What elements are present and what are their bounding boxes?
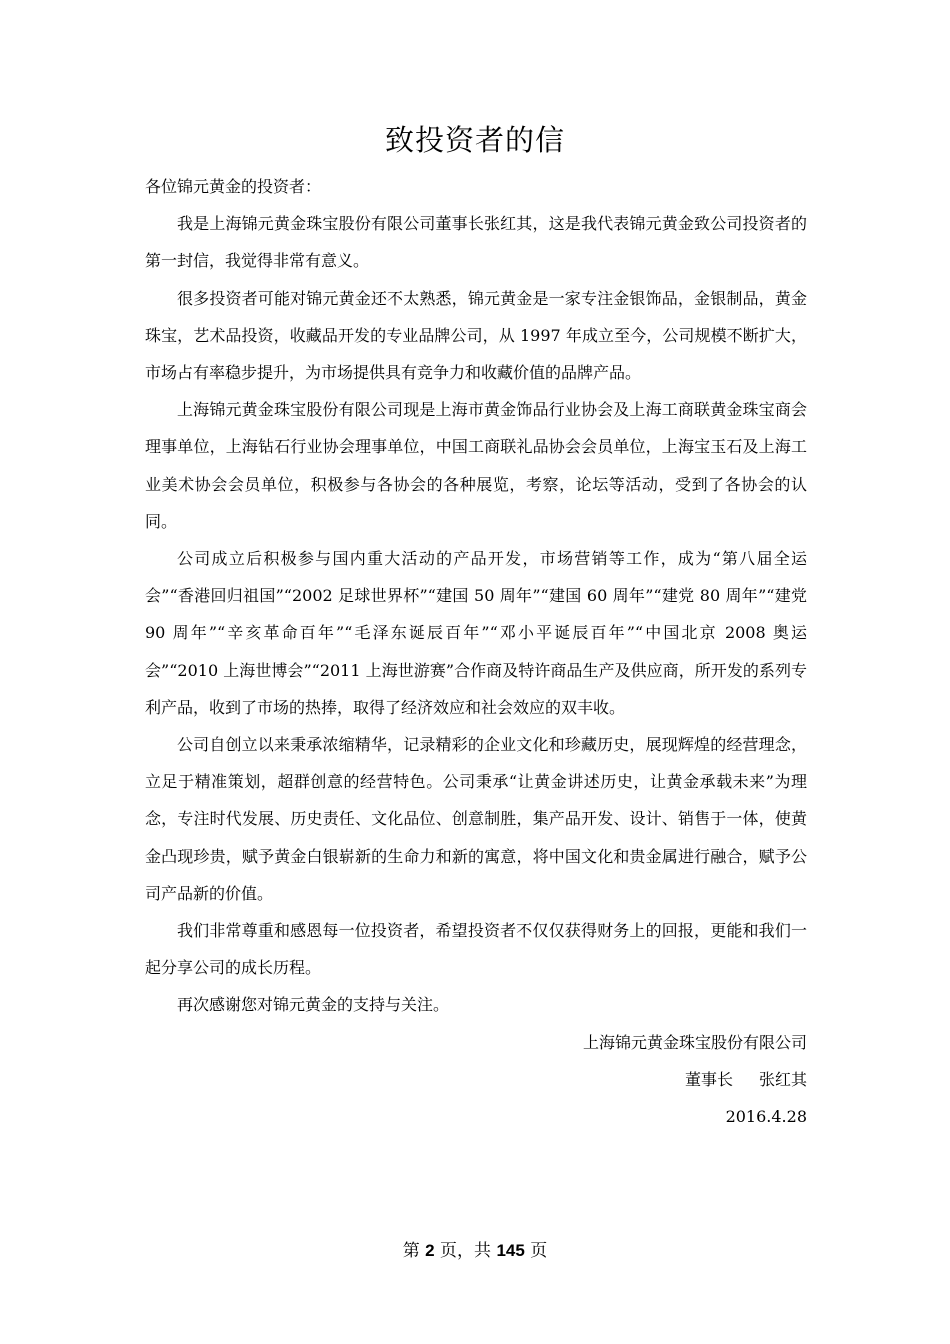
signature-line [145, 1061, 807, 1098]
letter-paragraph-5: 公司自创立以来秉承浓缩精华，记录精彩的企业文化和珍藏历史，展现辉煌的经营理念，立足于精准策划，超群创意的经营特色。公司秉承“让黄金讲述历史，让黄金承载未来”为理念，专注时代发展、历史责任、文化品位、创意制胜，集产品开发、设计、销售于一体，使黄金凸现珍贵，赋予黄金白银崭新的生命力和新的寓意，将中国文化和贵金属进行融合，赋予公司产品新的价值。 [145, 735, 807, 903]
letter-paragraph-7: 再次感谢您对锦元黄金的支持与关注。 [177, 995, 450, 1015]
footer-middle: 页，共 [440, 1241, 492, 1261]
letter-paragraph-1: 我是上海锦元黄金珠宝股份有限公司董事长张红其，这是我代表锦元黄金致公司投资者的第一封信，我觉得非常有意义。 [145, 214, 807, 271]
signature-position: 董事长 [684, 1069, 733, 1089]
letter-paragraph-3: 上海锦元黄金珠宝股份有限公司现是上海市黄金饰品行业协会及上海工商联黄金珠宝商会理事单位，上海钻石行业协会理事单位，中国工商联礼品协会会员单位，上海宝玉石及上海工业美术协会会员单位，积极参与各协会的各种展览，考察，论坛等活动，受到了各协会的认同。 [145, 400, 807, 531]
letter-paragraph-4: 公司成立后积极参与国内重大活动的产品开发，市场营销等工作，成为“第八届全运会”“香港回归祖国”“2002 足球世界杯”“建国 50 周年”“建国 60 周年”“建党 80 周年”“建党 90 周年”“辛亥革命百年”“毛泽东诞辰百年”“邓小平诞辰百年”“中国北京 2008 奥运会”“2010 上海世博会”“2011 上海世游赛”合作商及特许商品生产及供应商，所开发的系列专利产品，收到了市场的热捧，取得了经济效应和社会效应的双丰收。 [145, 549, 807, 717]
footer-prefix: 第 [402, 1241, 420, 1261]
current-page-number: 2 [425, 1241, 435, 1260]
letter-body [145, 168, 807, 1135]
signature-company: 上海锦元黄金珠宝股份有限公司 [582, 1032, 807, 1052]
letter-greeting: 各位锦元黄金的投资者： [145, 177, 322, 196]
footer-suffix: 页 [530, 1241, 548, 1261]
total-pages: 145 [496, 1241, 525, 1260]
document-title: 致投资者的信 [384, 123, 565, 157]
letter-paragraph-2: 很多投资者可能对锦元黄金还不太熟悉，锦元黄金是一家专注金银饰品，金银制品，黄金珠宝，艺术品投资，收藏品开发的专业品牌公司，从 1997 年成立至今，公司规模不断扩大，市场占有率稳步提升，为市场提供具有竞争力和收藏价值的品牌产品。 [145, 288, 807, 383]
letter-paragraph-6: 我们非常尊重和感恩每一位投资者，希望投资者不仅仅获得财务上的回报，更能和我们一起分享公司的成长历程。 [145, 921, 807, 978]
signature-name: 张红其 [758, 1069, 807, 1089]
page-footer [0, 1238, 950, 1264]
signature-date: 2016.4.28 [725, 1107, 807, 1127]
